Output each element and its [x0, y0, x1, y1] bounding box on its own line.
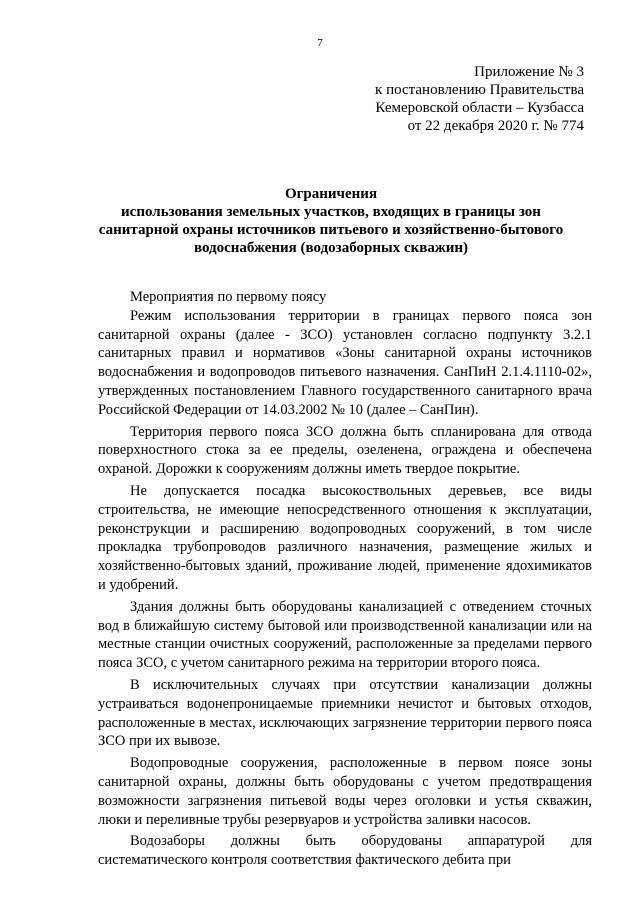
- appendix-line: Приложение № 3: [474, 64, 584, 80]
- document-body: [98, 288, 592, 870]
- title-line: водоснабжения (водозаборных скважин): [193, 240, 469, 256]
- appendix-header: [375, 63, 584, 135]
- paragraph: Режим использования территории в границах первого пояса зон санитарной охраны (далее - ЗСО) установлен согласно подпункту 3.2.1 санитарных правил и нормативов «Зоны санитарной охраны источников водоснабжения и водопроводов питьевого назначения. СанПиН 2.1.4.1110-02», утвержденных постановлением Главного государственного санитарного врача Российской Федерации от 14.03.2002 № 10 (далее – СанПин).: [98, 307, 592, 418]
- paragraph: Здания должны быть оборудованы канализацией с отведением сточных вод в ближайшую систему бытовой или производственной канализации или на местные станции очистных сооружений, расположенные за пределами первого пояса ЗСО, с учетом санитарного режима на территории второго пояса.: [98, 598, 592, 672]
- page-number: 7: [317, 37, 323, 49]
- appendix-line: к постановлению Правительства: [375, 82, 584, 98]
- appendix-line: от 22 декабря 2020 г. № 774: [407, 118, 584, 134]
- paragraph: Не допускается посадка высокоствольных деревьев, все виды строительства, не имеющие непосредственного отношения к эксплуатации, реконструкции и расширению водопроводных сооружений, в том числе прокладка трубопроводов различного назначения, размещение жилых и хозяйственно-бытовых зданий, проживание людей, применение ядохимикатов и удобрений.: [98, 482, 592, 593]
- paragraph: Водопроводные сооружения, расположенные в первом поясе зоны санитарной охраны, должны быть оборудованы с учетом предотвращения возможности загрязнения питьевой воды через оголовки и устья скважин, люки и переливные трубы резервуаров и устройства заливки насосов.: [98, 755, 592, 828]
- paragraph: Водозаборы должны быть оборудованы аппаратурой для систематического контроля соответствия фактического дебита при: [98, 833, 592, 869]
- title-line: использования земельных участков, входящих в границы зон: [121, 204, 541, 220]
- appendix-line: Кемеровской области – Кузбасса: [375, 100, 584, 116]
- paragraph: Территория первого пояса ЗСО должна быть спланирована для отвода поверхностного стока за ее пределы, озеленена, ограждена и обеспечена охраной. Дорожки к сооружениям должны иметь твердое покрытие.: [98, 423, 592, 478]
- paragraph: В исключительных случаях при отсутствии канализации должны устраиваться водонепроницаемые приемники нечистот и бытовых отходов, расположенные в местах, исключающих загрязнение территории первого пояса ЗСО при их вывозе.: [98, 676, 592, 750]
- section-heading: Мероприятия по первому поясу: [130, 289, 327, 305]
- title-line: Ограничения: [284, 186, 378, 202]
- document-title: [96, 185, 566, 257]
- title-line: санитарной охраны источников питьевого и хозяйственно-бытового: [98, 222, 564, 238]
